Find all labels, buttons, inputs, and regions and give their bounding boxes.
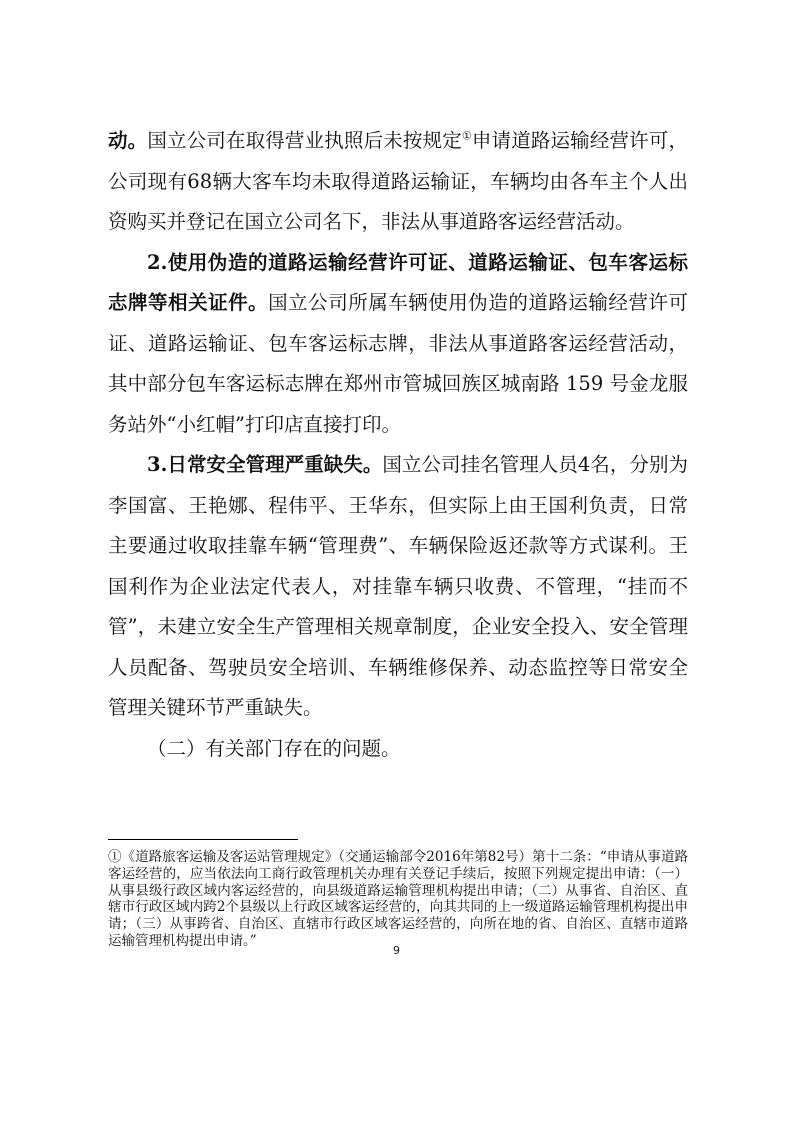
- page-number: 9: [393, 944, 400, 957]
- section-subheading: （二）有关部门存在的问题。: [147, 736, 401, 760]
- paragraph-1-lead: 动。: [108, 129, 148, 152]
- paragraph-2: [108, 243, 688, 446]
- paragraph-3: [108, 445, 688, 729]
- paragraph-2-heading: 2.使用伪造的道路运输经营许可证、道路运输证、包车客运标志牌等相关证件。: [108, 250, 688, 314]
- paragraph-1-text: 国立公司在取得营业执照后未按规定: [147, 129, 462, 152]
- footnote-divider: [108, 839, 298, 840]
- paragraph-3-heading: 3.日常安全管理严重缺失。: [147, 453, 383, 476]
- footnote-text: ①《道路旅客运输及客运站管理规定》（交通运输部令2016年第82号）第十二条：“申请从事道路客运经营的，应当依法向工商行政管理机关办理有关登记手续后，按照下列规定提出申请：（一）从事县级行政区域内客运经营的，向县级道路运输管理机构提出申请；（二）从事省、自治区、直辖市行政区域内跨2个县级以上行政区域客运经营的，向其共同的上一级道路运输管理机构提出申请；（三）从事跨省、自治区、直辖市行政区域客运经营的，向所在地的省、自治区、直辖市道路运输管理机构提出申请。”: [108, 849, 688, 949]
- footnote-mark[interactable]: ①: [461, 129, 472, 143]
- paragraph-1: [108, 121, 688, 243]
- paragraph-1-text-cont: 申请道路运输经营许可，公司现有68辆大客车均未取得道路运输证，车辆均由各车主个人出资购买并登记在国立公司名下，非法从事道路客运经营活动。: [108, 129, 688, 233]
- body-text: [108, 121, 688, 769]
- paragraph-3-text: 国立公司挂名管理人员4名，分别为李国富、王艳娜、程伟平、王华东，但实际上由王国利负责，日常主要通过收取挂靠车辆“管理费”、车辆保险返还款等方式谋利。王国利作为企业法定代表人，对挂靠车辆只收费、不管理，“挂而不管”，未建立安全生产管理相关规章制度，企业安全投入、安全管理人员配备、驾驶员安全培训、车辆维修保养、动态监控等日常安全管理关键环节严重缺失。: [108, 453, 688, 719]
- paragraph-2-text: 国立公司所属车辆使用伪造的道路运输经营许可证、道路运输证、包车客运标志牌，非法从事道路客运经营活动，其中部分包车客运标志牌在郑州市管城回族区城南路 159 号金龙服务站外“小红帽”打印店直接打印。: [108, 291, 688, 436]
